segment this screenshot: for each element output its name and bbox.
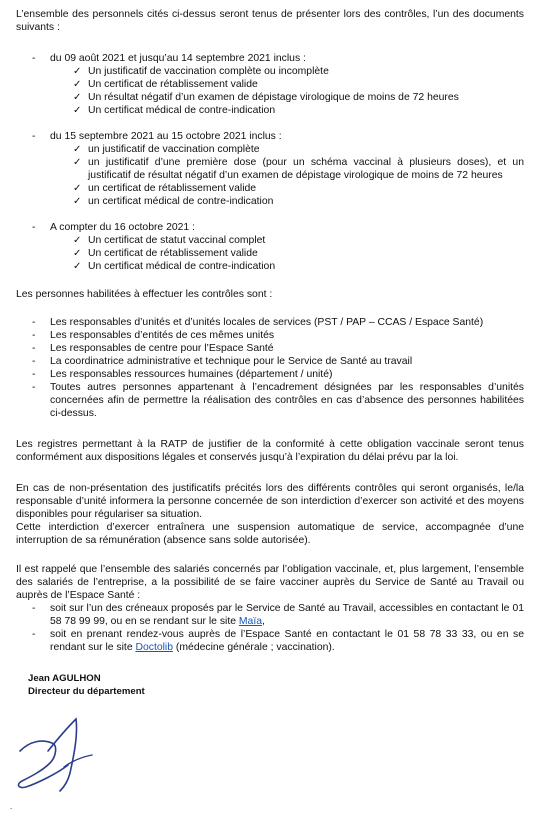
list-item: ✓ un certificat médical de contre-indication xyxy=(73,196,274,207)
doctolib-link[interactable]: Doctolib xyxy=(135,642,174,653)
maia-link[interactable]: Maïa xyxy=(238,616,263,627)
dash-bullet: - xyxy=(32,629,36,640)
check-mark-icon: ✓ xyxy=(73,196,82,207)
list-item: ✓ un justificatif d’une première dose (pour un schéma vaccinal à plusieurs doses), et un justificatif de résultat négatif d’un examen de dépistage virologique de moins de 72 heures xyxy=(73,157,524,181)
list-item: ✓ Un certificat de statut vaccinal complet xyxy=(73,235,266,246)
non-presentation-paragraph: En cas de non-présentation des justificatifs précités lors des différents contrôles qui seront organisés, le/la responsable d’unité informera la personne concernée de son interdiction d’exercer son activité et des moyens disponibles pour régulariser sa situation. xyxy=(16,483,524,520)
period-2-label: - du 15 septembre 2021 au 15 octobre 2021 inclus : xyxy=(32,131,282,142)
dash-bullet: - xyxy=(32,131,36,142)
list-item: ✓ un certificat de rétablissement valide xyxy=(73,183,257,194)
list-item: ✓ Un justificatif de vaccination complète ou incomplète xyxy=(73,66,329,77)
list-item: ✓ Un certificat de rétablissement valide xyxy=(73,248,258,259)
check-mark-icon: ✓ xyxy=(73,183,82,194)
check-mark-icon: ✓ xyxy=(73,92,82,103)
dash-bullet: - xyxy=(32,369,36,380)
list-item: - Les responsables d’entités de ces mêmes unités xyxy=(32,330,275,341)
list-item: ✓ Un résultat négatif d’un examen de dépistage virologique de moins de 72 heures xyxy=(73,92,459,103)
rappel-paragraph: Il est rappelé que l’ensemble des salariés concernés par l’obligation vaccinale, et, plus largement, l’ensemble des salariés de l’entreprise, a la possibilité de se faire vacciner auprès du Service de Santé au Travail ou auprès de l’Espace Santé : xyxy=(16,564,524,601)
trailing-dot: . xyxy=(10,802,13,811)
period-3 xyxy=(16,221,524,273)
document-page xyxy=(16,8,524,698)
check-mark-icon: ✓ xyxy=(73,235,82,246)
period-1 xyxy=(16,52,524,117)
habilitees-title: Les personnes habilitées à effectuer les contrôles sont : xyxy=(16,289,273,300)
period-3-label: - A compter du 16 octobre 2021 : xyxy=(32,222,195,233)
list-item: - Les responsables de centre pour l’Espace Santé xyxy=(32,343,274,354)
list-item: - Les responsables ressources humaines (département / unité) xyxy=(32,369,333,380)
contact-list xyxy=(16,602,524,654)
dash-bullet: - xyxy=(32,382,36,393)
check-mark-icon: ✓ xyxy=(73,248,82,259)
interdiction-paragraph: Cette interdiction d’exercer entraînera une suspension automatique de service, accompagnée d’une interruption de sa rémunération (absence sans solde autorisée). xyxy=(16,522,524,546)
handwritten-signature xyxy=(12,711,102,796)
dash-bullet: - xyxy=(32,222,36,233)
dash-bullet: - xyxy=(32,330,36,341)
list-item: ✓ Un certificat de rétablissement valide xyxy=(73,79,258,90)
check-mark-icon: ✓ xyxy=(73,79,82,90)
check-mark-icon: ✓ xyxy=(73,144,82,155)
dash-bullet: - xyxy=(32,317,36,328)
check-mark-icon: ✓ xyxy=(73,105,82,116)
list-item: ✓ Un certificat médical de contre-indication xyxy=(73,105,276,116)
period-2 xyxy=(16,130,524,208)
dash-bullet: - xyxy=(32,343,36,354)
list-item: - soit sur l’un des créneaux proposés par le Service de Santé au Travail, accessibles en contactant le 01 58 78 99 99, ou en se rendant sur le site Maïa, xyxy=(32,603,524,627)
habilitees-list xyxy=(16,316,524,420)
list-item: ✓ Un certificat médical de contre-indication xyxy=(73,261,276,272)
list-item: - Les responsables d’unités et d’unités locales de services (PST / PAP – CCAS / Espace Santé) xyxy=(32,317,484,328)
dash-bullet: - xyxy=(32,356,36,367)
list-item: - soit en prenant rendez-vous auprès de l’Espace Santé en contactant le 01 58 78 33 33, ou en se rendant sur le site Doctolib (médecine générale ; vaccination). xyxy=(32,629,524,653)
list-item: - La coordinatrice administrative et technique pour le Service de Santé au travail xyxy=(32,356,413,367)
list-item: ✓ un justificatif de vaccination complète xyxy=(73,144,260,155)
period-1-label: - du 09 août 2021 et jusqu’au 14 septembre 2021 inclus : xyxy=(32,53,306,64)
period-2-list xyxy=(16,143,524,208)
signature-title: Directeur du département xyxy=(28,686,145,697)
registres-paragraph: Les registres permettant à la RATP de justifier de la conformité à cette obligation vaccinale seront tenus conformément aux dispositions légales et conservés jusqu’à l’expiration du délai prévu par la loi. xyxy=(16,439,524,463)
dash-bullet: - xyxy=(32,53,36,64)
check-mark-icon: ✓ xyxy=(73,66,82,77)
check-mark-icon: ✓ xyxy=(73,157,82,168)
dash-bullet: - xyxy=(32,603,36,614)
list-item: - Toutes autres personnes appartenant à l’encadrement désignées par les responsables d’unités concernées afin de permettre la réalisation des contrôles en cas d’absence des personnes habilitées ci-dessus. xyxy=(32,382,524,419)
check-mark-icon: ✓ xyxy=(73,261,82,272)
period-3-list xyxy=(16,234,524,273)
intro-paragraph: L’ensemble des personnels cités ci-dessus seront tenus de présenter lors des contrôles, l’un des documents suivants : xyxy=(16,9,524,33)
signature-name: Jean AGULHON xyxy=(28,673,101,684)
period-1-list xyxy=(16,65,524,117)
